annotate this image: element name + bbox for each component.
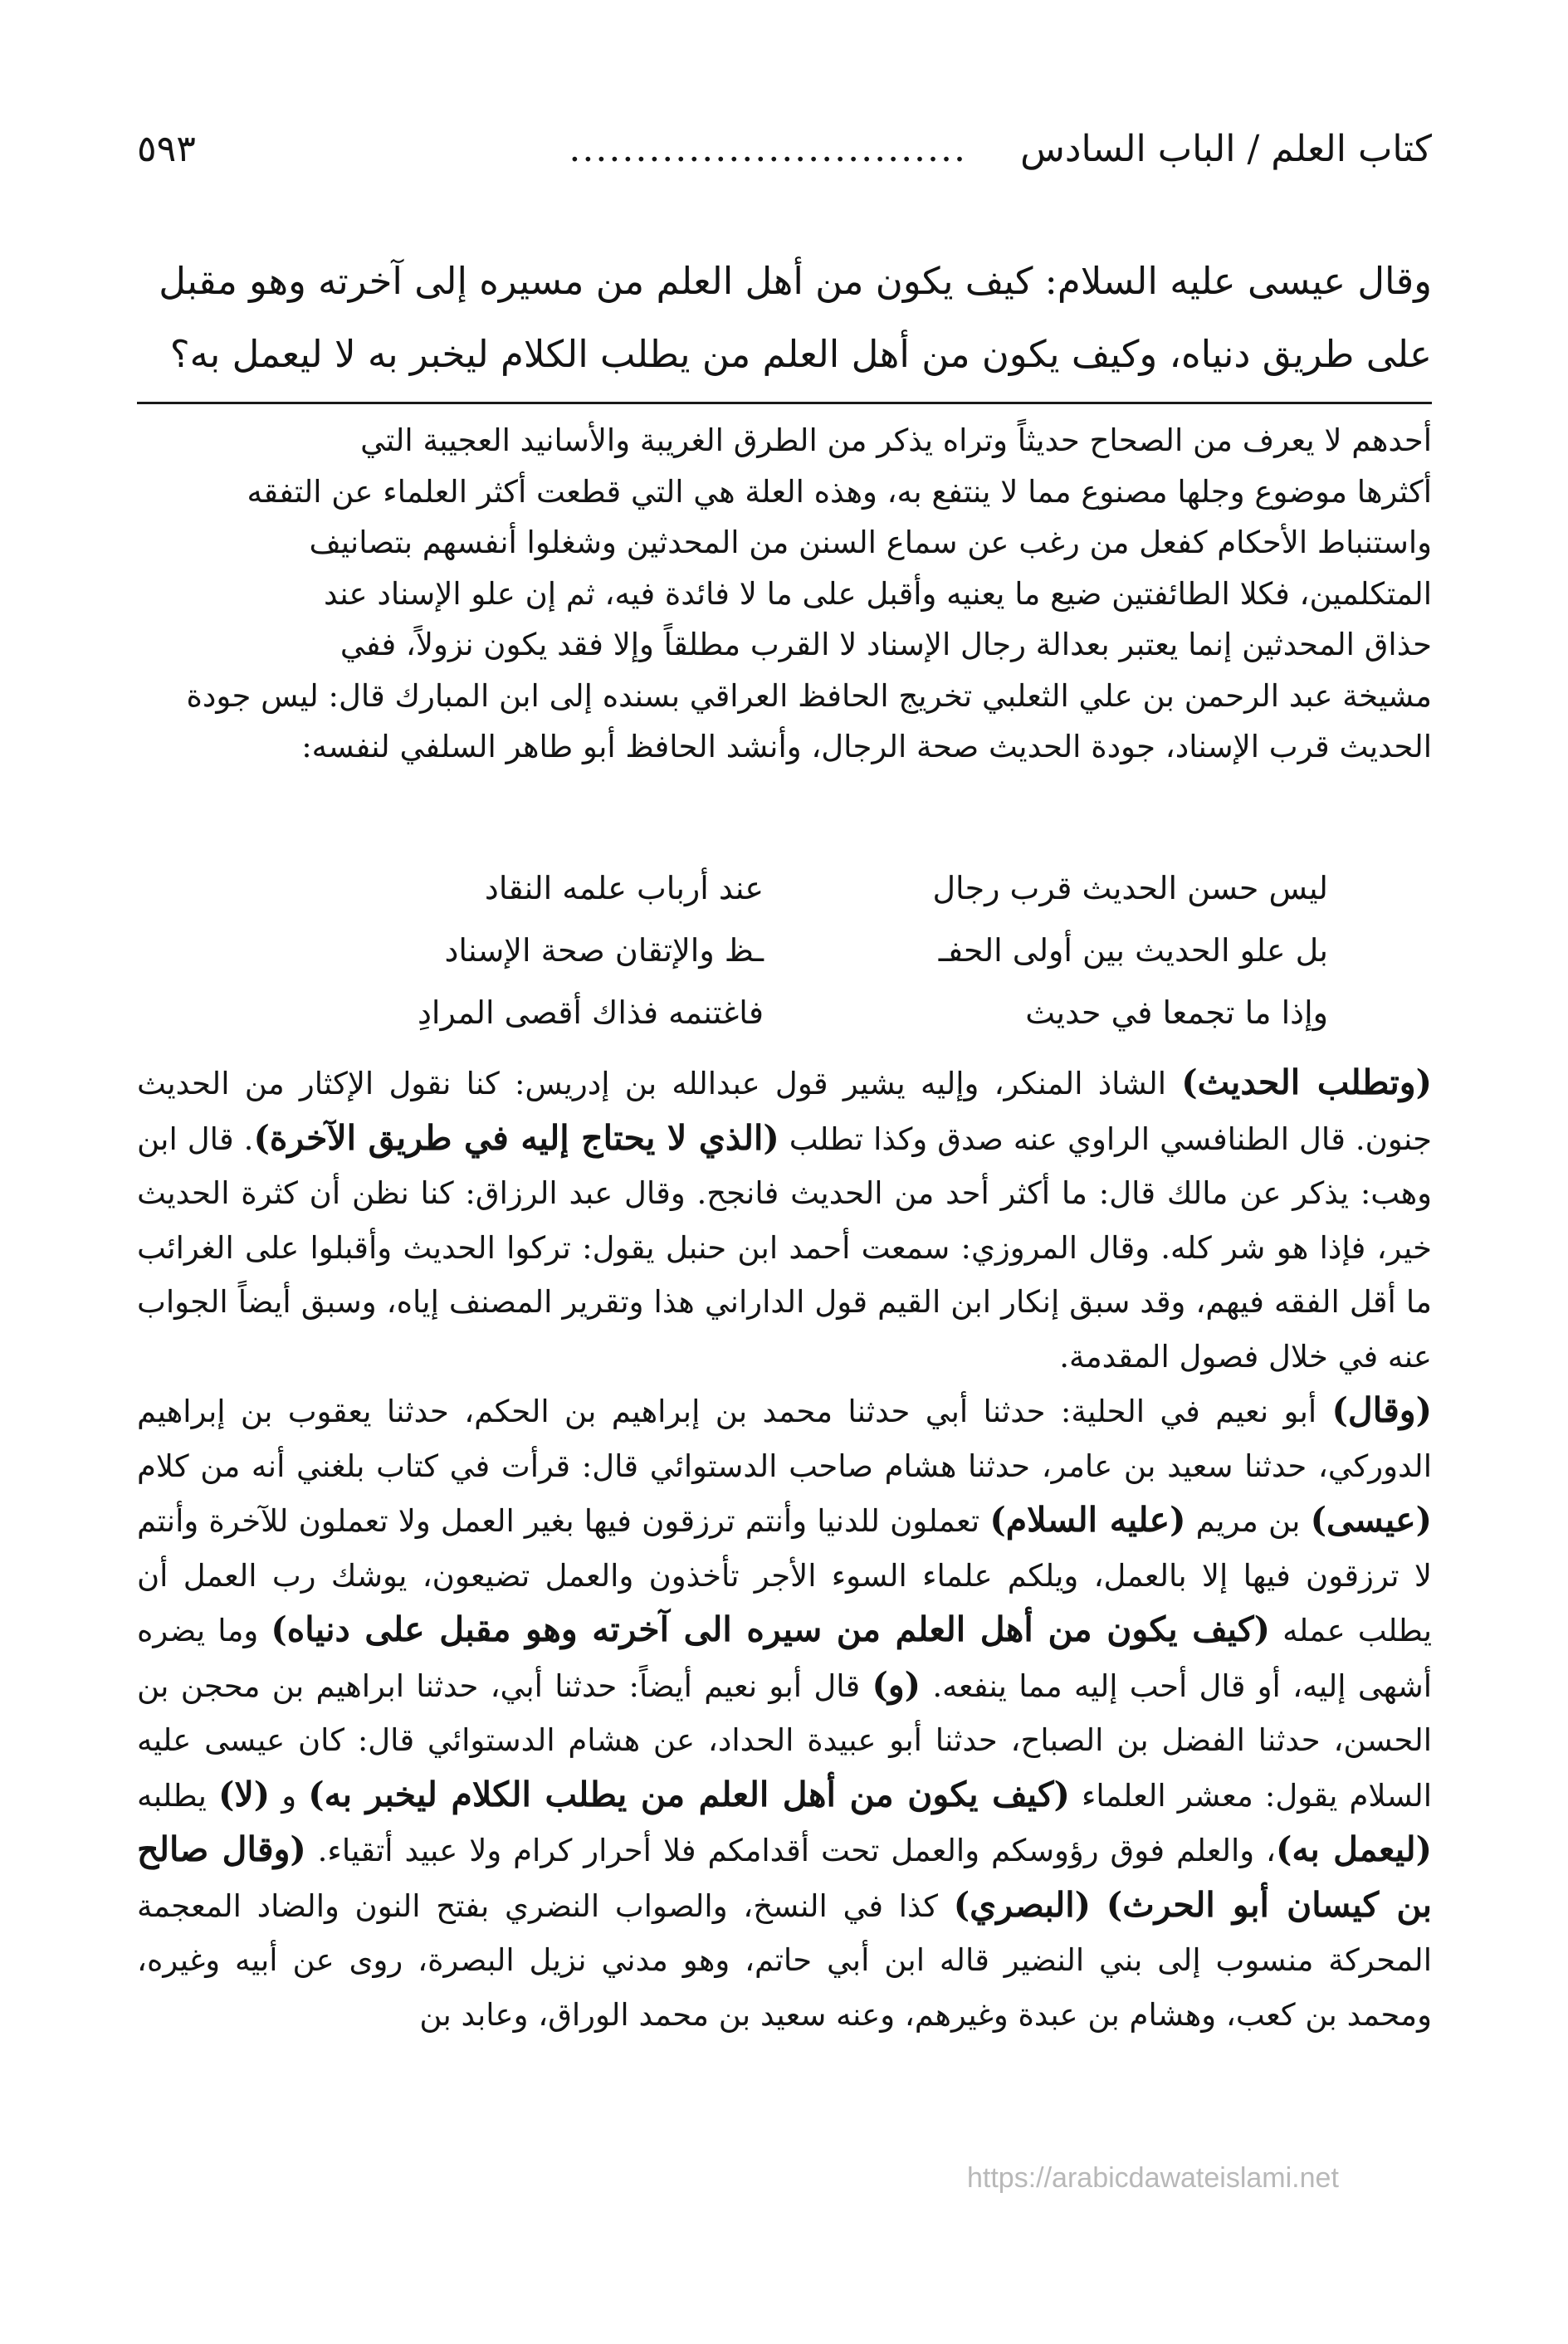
commentary-text [1091, 1888, 1106, 1924]
quoted-matn: (لا) [217, 1774, 271, 1814]
running-header [137, 116, 1432, 183]
poem-verse [249, 984, 1328, 1042]
commentary-text: وما يضره أشهى إليه، أو قال أحب إليه مما ينفعه. [137, 1613, 1433, 1704]
commentary-text: كذا في النسخ، والصواب النضري بفتح النون والضاد المعجمة المحركة منسوب إلى بني النضير قاله ابن أبي حاتم، وهو مدني نزيل البصرة، روى عن أبيه وغيره، ومحمد بن كعب، وهشام بن عبدة وغيرهم، وعنه سعيد بن محمد الوراق، وعابد بن [137, 1887, 1432, 2033]
quoted-matn: (عيسى) [1310, 1500, 1432, 1540]
verse-hemistich-first: وإذا ما تجمعا في حديث [1025, 994, 1328, 1031]
quoted-matn: (البصري) [953, 1884, 1092, 1925]
divider-rule [137, 402, 1432, 404]
quoted-matn: (كيف يكون من أهل العلم من سيره الى آخرته وهو مقبل على دنياه) [271, 1609, 1270, 1649]
commentary-text: ، والعلم فوق رؤوسكم والعمل تحت أقدامكم فلا أحرار كرام ولا عبيد أتقياء. [305, 1833, 1276, 1868]
commentary-text: يطلبه [137, 1777, 218, 1814]
commentary-text: تعملون للدنيا وأنتم ترزقون فيها بغير العمل ولا تعملون للآخرة وأنتم لا ترزقون فيها إلا بالعمل، ويلكم علماء السوء الأجر تأخذون والعمل تضيعون، يوشك رب العمل أن يطلب عمله [137, 1503, 1432, 1648]
chapter-title: كتاب العلم / الباب السادس [1020, 128, 1432, 170]
quoted-matn: (وقال) [1331, 1390, 1432, 1430]
quoted-matn: (ليعمل به) [1275, 1829, 1432, 1869]
commentary-line: مشيخة عبد الرحمن بن علي الثعلبي تخريج الحافظ العراقي بسنده إلى ابن المبارك قال: ليس جودة [186, 677, 1432, 714]
quoted-matn: (وتطلب الحديث) [1181, 1062, 1432, 1102]
main-text [137, 245, 1432, 391]
commentary-text: و [270, 1777, 309, 1814]
commentary-line: حذاق المحدثين إنما يعتبر بعدالة رجال الإسناد لا القرب مطلقاً وإلا فقد يكون نزولاً، ففي [339, 627, 1432, 662]
commentary-text: الشاذ المنكر، وإليه يشير قول عبدالله بن إدريس: كنا نقول الإكثار من الحديث جنون. قال الطنافسي الراوي عنه صدق وكذا تطلب [137, 1066, 1433, 1157]
verse-hemistich-first: بل علو الحديث بين أولى الحفـ [938, 932, 1328, 969]
commentary-line: المتكلمين، فكلا الطائفتين ضيع ما يعنيه وأقبل على ما لا فائدة فيه، ثم إن علو الإسناد عند [323, 575, 1432, 612]
commentary-paragraph [137, 1384, 1432, 2042]
commentary-line: أحدهم لا يعرف من الصحاح حديثاً وتراه يذكر من الطرق الغريبة والأسانيد العجيبة التي [360, 422, 1432, 458]
leader-dots: .............................. [569, 128, 967, 170]
quoted-matn: (وقال صالح بن كيسان أبو الحرث) [137, 1829, 1433, 1925]
commentary-line: الحديث قرب الإسناد، جودة الحديث صحة الرجال، وأنشد الحافظ أبو طاهر السلفي لنفسه: [301, 729, 1432, 764]
verse-hemistich-second: فاغتنمه فذاك أقصى المرادِ [417, 994, 764, 1031]
watermark-url: https://arabicdawateislami.net [967, 2162, 1339, 2194]
main-text-line: وقال عيسى عليه السلام: كيف يكون من أهل العلم من مسيره إلى آخرته وهو مقبل [159, 259, 1432, 303]
commentary-paragraph [137, 1056, 1432, 1384]
verse-hemistich-second: عند أرباب علمه النقاد [484, 870, 764, 906]
poem-verse [249, 859, 1328, 917]
commentary-line: واستنباط الأحكام كفعل من رغب عن سماع السنن من المحدثين وشغلوا أنفسهم بتصانيف [309, 525, 1432, 560]
main-text-line: على طريق دنياه، وكيف يكون من أهل العلم من يطلب الكلام ليخبر به لا ليعمل به؟ [169, 332, 1432, 376]
verse-hemistich-first: ليس حسن الحديث قرب رجال [932, 870, 1328, 906]
commentary-text: بن مريم [1185, 1503, 1311, 1539]
quoted-matn: (الذي لا يحتاج إليه في طريق الآخرة) [253, 1117, 779, 1158]
commentary-main [137, 1056, 1432, 2042]
quoted-matn: (و) [872, 1664, 921, 1705]
quoted-matn: (كيف يكون من أهل العلم من يطلب الكلام ليخبر به) [308, 1774, 1070, 1814]
page-number: ٥٩٣ [137, 128, 196, 170]
commentary-top [137, 415, 1432, 773]
commentary-text: أبو نعيم في الحلية: حدثنا أبي حدثنا محمد بن إبراهيم بن الحكم، حدثنا يعقوب بن إبراهيم الدوركي، حدثنا سعيد بن عامر، حدثنا هشام صاحب الدستوائي قال: قرأت في كتاب بلغني أنه من كلام [137, 1394, 1432, 1484]
commentary-line: أكثرها موضوع وجلها مصنوع مما لا ينتفع به، وهذه العلة هي التي قطعت أكثر العلماء عن التفقه [247, 473, 1432, 510]
quoted-matn: (عليه السلام) [989, 1500, 1186, 1540]
commentary-text: . قال ابن وهب: يذكر عن مالك قال: ما أكثر أحد من الحديث فانجح. وقال عبد الرزاق: كنا نظن أن كثرة الحديث خير، فإذا هو شر كله. وقال المروزي: سمعت أحمد ابن حنبل يقول: تركوا الحديث وأقبلوا على الغرائب ما أقل الفقه فيهم، وقد سبق إنكار ابن القيم قول الداراني هذا وتقرير المصنف إياه، وسبق أيضاً الجواب عنه في خلال فصول المقدمة. [137, 1121, 1432, 1375]
verse-hemistich-second: ـظ والإتقان صحة الإسناد [444, 932, 764, 969]
commentary-text: قال أبو نعيم أيضاً: حدثنا أبي، حدثنا ابراهيم بن محجن بن الحسن، حدثنا الفضل بن الصباح، حدثنا أبو عبيدة الحداد، عن هشام الدستوائي قال: كان عيسى عليه السلام يقول: معشر العلماء [137, 1668, 1433, 1814]
poem-verse [249, 921, 1328, 979]
